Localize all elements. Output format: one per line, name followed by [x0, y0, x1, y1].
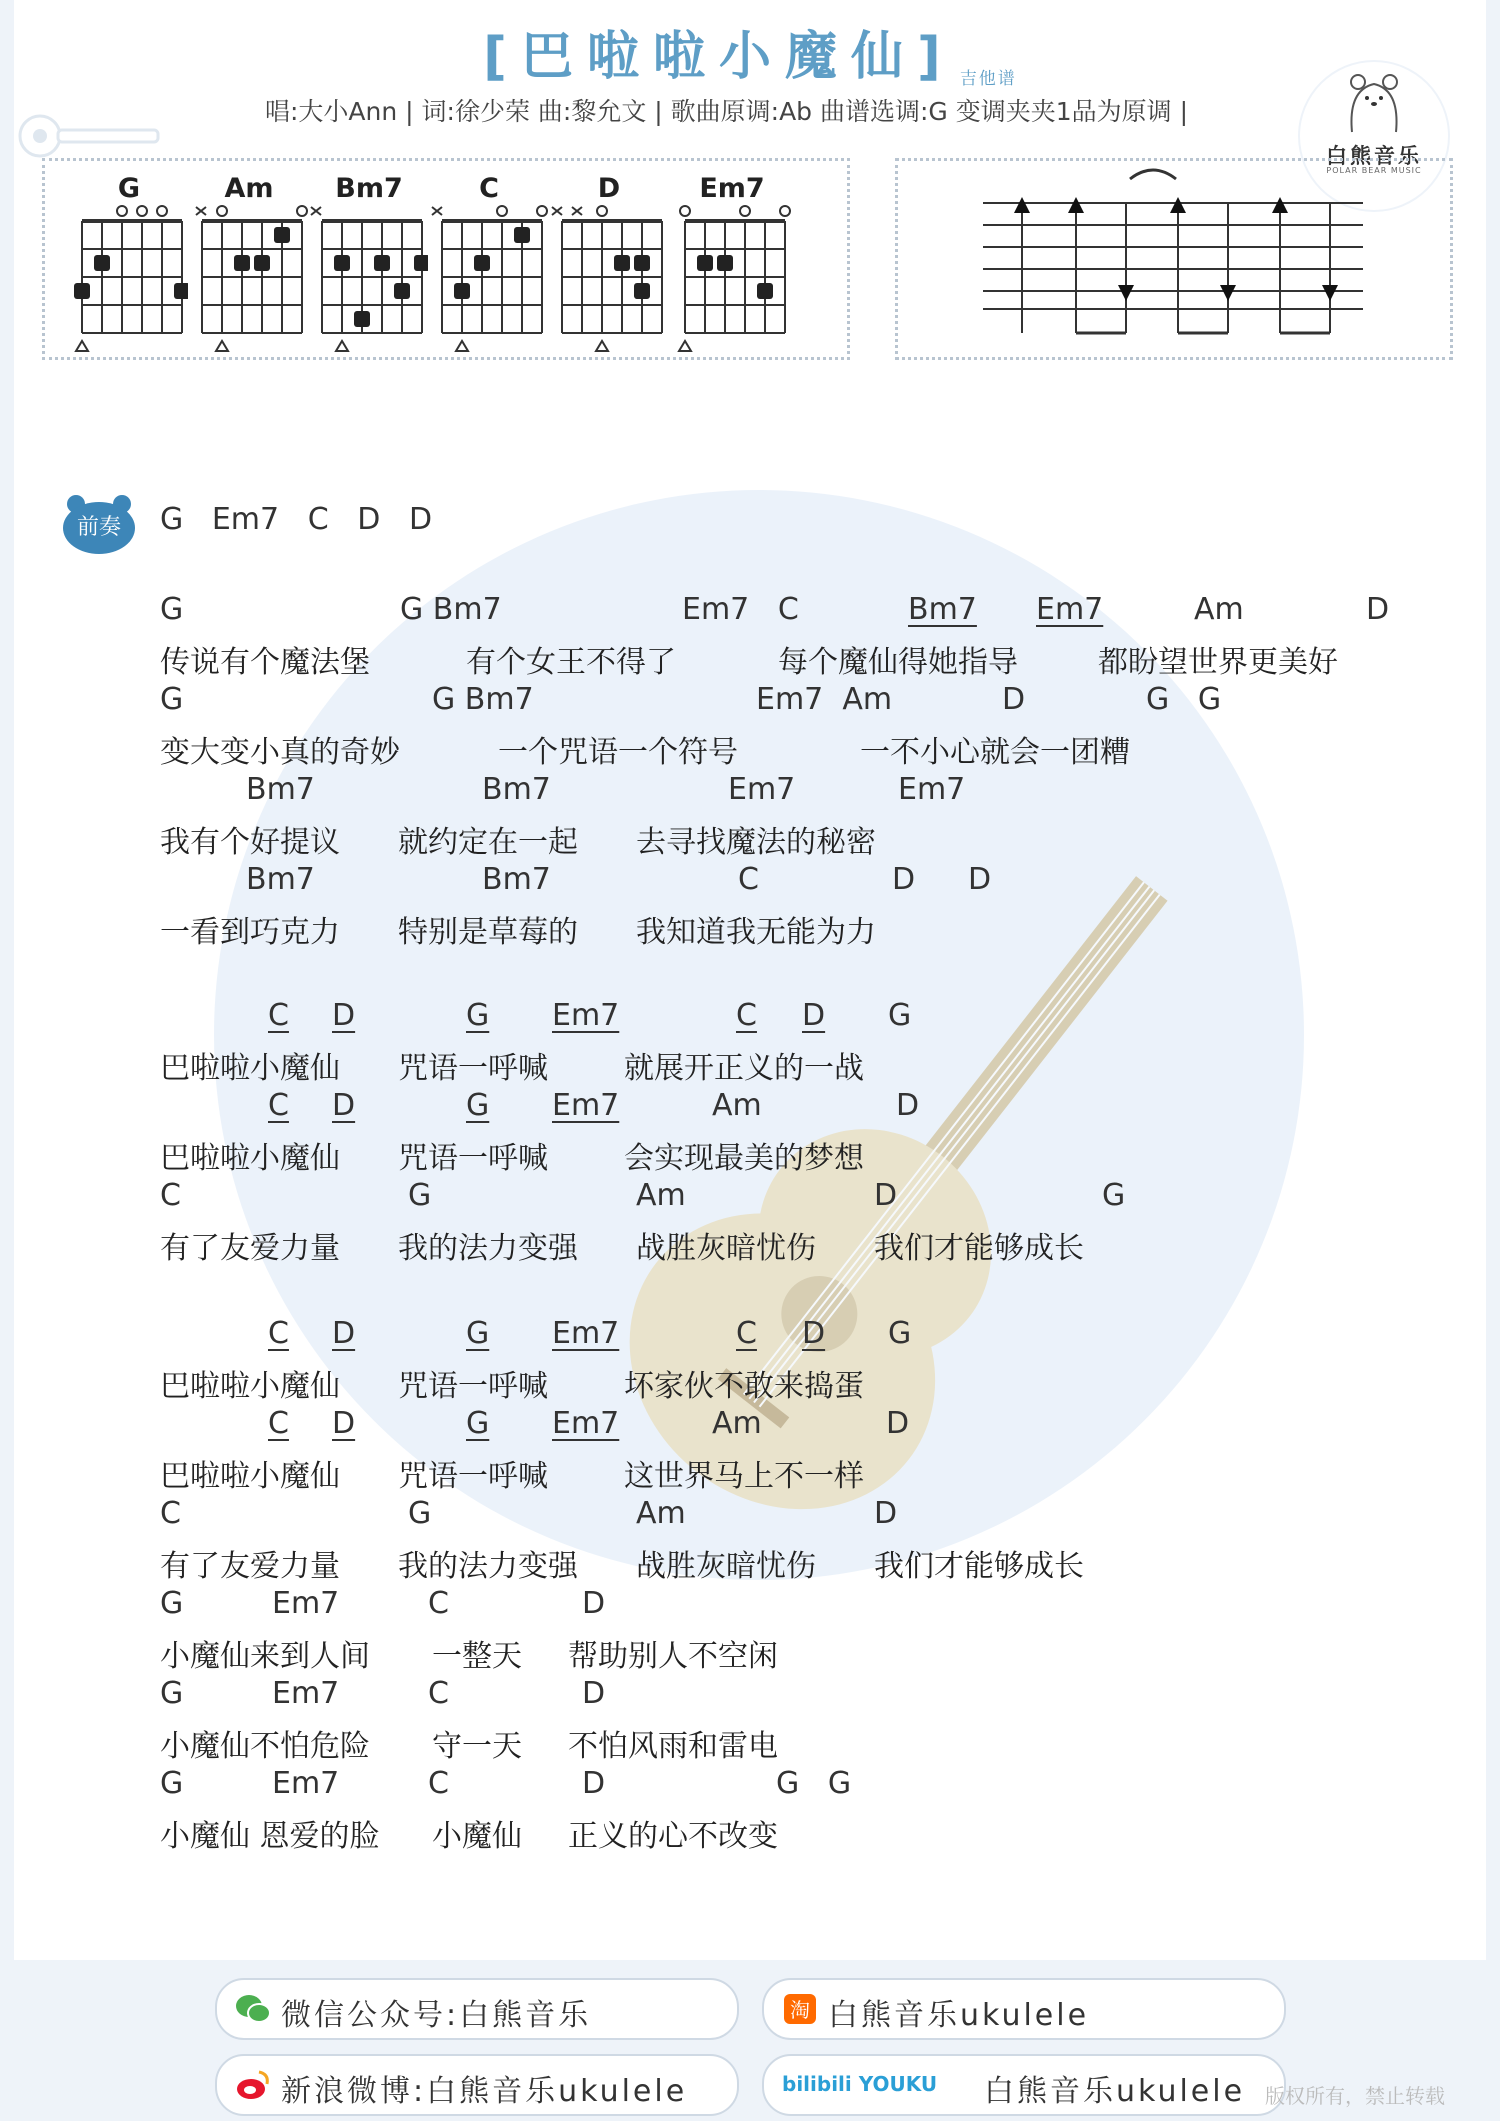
- lyric: 正义的心不改变: [568, 1819, 778, 1854]
- lyric: 咒语一呼喊: [398, 1051, 548, 1086]
- lyric: 特别是草莓的: [398, 915, 578, 950]
- chord: D: [582, 1586, 606, 1621]
- video-link[interactable]: [762, 2054, 1286, 2116]
- strum-pattern-panel: [895, 158, 1453, 360]
- lyric: 有个女王不得了: [466, 645, 676, 680]
- chord: Bm7: [482, 862, 551, 897]
- chord: G: [888, 998, 912, 1033]
- chord-name: Am: [224, 173, 274, 204]
- ukulele-icon: [10, 110, 160, 160]
- chord: D: [332, 1406, 356, 1441]
- chord-diagram-d: [550, 173, 668, 353]
- song-title: [巴啦啦小魔仙]: [483, 27, 955, 87]
- lyric: 帮助别人不空闲: [568, 1639, 778, 1674]
- chord: Em7 Am: [756, 682, 893, 717]
- weibo-link[interactable]: [215, 2054, 739, 2116]
- chord: Am: [1194, 592, 1244, 627]
- weibo-icon: [235, 2068, 271, 2102]
- chord: Bm7: [246, 862, 315, 897]
- lyric: 巴啦啦小魔仙: [160, 1141, 340, 1176]
- lyric: 传说有个魔法堡: [160, 645, 370, 680]
- lyric: 巴啦啦小魔仙: [160, 1369, 340, 1404]
- lyric: 小魔仙: [432, 1819, 522, 1854]
- lyric: 巴啦啦小魔仙: [160, 1051, 340, 1086]
- chord: Em7: [272, 1586, 340, 1621]
- lyric: 坏家伙不敢来捣蛋: [624, 1369, 864, 1404]
- chord: C: [428, 1586, 449, 1621]
- chord: C: [160, 1496, 181, 1531]
- wechat-label: 微信公众号:白熊音乐: [281, 1998, 592, 2033]
- lyric: 我们才能够成长: [874, 1549, 1084, 1584]
- lyric: 不怕风雨和雷电: [568, 1729, 778, 1764]
- lyric: 一不小心就会一团糟: [860, 735, 1130, 770]
- chord-diagram-g: [70, 173, 188, 353]
- chord: Em7: [552, 1406, 620, 1441]
- lyric: 一看到巧克力: [160, 915, 340, 950]
- chord-diagram-am: [190, 173, 308, 353]
- chord: G: [466, 1088, 490, 1123]
- chord: G: [408, 1496, 432, 1531]
- lyric: 就展开正义的一战: [624, 1051, 864, 1086]
- chord-diagram-bm7: [310, 173, 428, 353]
- fretboard-d-icon: [550, 203, 668, 353]
- chord: C: [428, 1766, 449, 1801]
- chord: D: [874, 1178, 898, 1213]
- chord: Am: [712, 1088, 762, 1123]
- video-brand-icon: bilibili YOUKU: [782, 2072, 938, 2096]
- title-suffix: 吉他谱: [959, 69, 1017, 89]
- chord: D: [896, 1088, 920, 1123]
- lyric: 就约定在一起: [398, 825, 578, 860]
- chord: G: [466, 1406, 490, 1441]
- chord: C: [160, 1178, 181, 1213]
- polar-bear-icon: [1344, 70, 1404, 136]
- lyric: 有了友爱力量: [160, 1549, 340, 1584]
- chord: Am: [636, 1496, 686, 1531]
- chord: Em7: [728, 772, 796, 807]
- chord: G: [466, 1316, 490, 1351]
- chord: G Bm7: [432, 682, 534, 717]
- chord-name: C: [479, 173, 499, 204]
- chord: C: [736, 998, 757, 1033]
- lyric: 会实现最美的梦想: [624, 1141, 864, 1176]
- chord: G: [1102, 1178, 1126, 1213]
- chord: Em7: [552, 998, 620, 1033]
- lyric: 都盼望世界更美好: [1098, 645, 1338, 680]
- lyric: 咒语一呼喊: [398, 1141, 548, 1176]
- lyric: 我的法力变强: [398, 1231, 578, 1266]
- chord-name: Em7: [699, 173, 765, 204]
- chord: C: [268, 1406, 289, 1441]
- lyric: 变大变小真的奇妙: [160, 735, 400, 770]
- chord: Em7: [1036, 592, 1104, 627]
- lyric: 一整天: [432, 1639, 522, 1674]
- logo-subtitle: POLAR BEAR MUSIC: [1326, 166, 1422, 175]
- chord: C: [268, 1088, 289, 1123]
- strum-pattern-icon: [898, 161, 1450, 357]
- lyric: 有了友爱力量: [160, 1231, 340, 1266]
- wechat-link[interactable]: [215, 1978, 739, 2040]
- chord: D: [1002, 682, 1026, 717]
- taobao-icon: [782, 1992, 818, 2026]
- chord: G: [408, 1178, 432, 1213]
- chord: G: [160, 1586, 184, 1621]
- chord: Em7: [898, 772, 966, 807]
- lyric: 每个魔仙得她指导: [778, 645, 1018, 680]
- fretboard-em7-icon: [673, 203, 791, 353]
- fretboard-c-icon: [430, 203, 548, 353]
- chord: Em7: [552, 1088, 620, 1123]
- chord: D: [332, 1316, 356, 1351]
- chord: G: [160, 682, 184, 717]
- fretboard-bm7-icon: [310, 203, 428, 353]
- wechat-icon: [235, 1992, 271, 2026]
- chord: D: [332, 998, 356, 1033]
- chord: D: [892, 862, 916, 897]
- chord: Em7: [272, 1766, 340, 1801]
- weibo-label: 新浪微博:白熊音乐ukulele: [281, 2074, 688, 2109]
- lyric: 战胜灰暗忧伤: [636, 1549, 816, 1584]
- lyric: 我们才能够成长: [874, 1231, 1084, 1266]
- chord: G G: [1146, 682, 1222, 717]
- chord: D: [874, 1496, 898, 1531]
- chord: Em7: [272, 1676, 340, 1711]
- chord: Em7 C: [682, 592, 799, 627]
- chord: Bm7: [482, 772, 551, 807]
- lyric: 咒语一呼喊: [398, 1369, 548, 1404]
- lyric: 我有个好提议: [160, 825, 340, 860]
- chord: Em7: [552, 1316, 620, 1351]
- chord-diagram-em7: [673, 173, 791, 353]
- chord: Bm7: [246, 772, 315, 807]
- chord: D: [802, 1316, 826, 1351]
- chord: G: [160, 1676, 184, 1711]
- lyric: 去寻找魔法的秘密: [636, 825, 876, 860]
- chord: C: [268, 1316, 289, 1351]
- chord: G: [160, 1766, 184, 1801]
- chord: C: [268, 998, 289, 1033]
- taobao-link[interactable]: [762, 1978, 1286, 2040]
- chord-name: G: [117, 173, 141, 204]
- chord: D: [582, 1676, 606, 1711]
- chord: G Bm7: [400, 592, 502, 627]
- fretboard-g-icon: [70, 203, 188, 353]
- chord: C: [738, 862, 759, 897]
- chord: D: [968, 862, 992, 897]
- chord: D: [886, 1406, 910, 1441]
- lyric: 小魔仙 恩爱的脸: [160, 1819, 380, 1854]
- logo-name: 白熊音乐: [1326, 144, 1422, 168]
- intro-chord-line: G Em7 C D D: [160, 502, 433, 537]
- chord: C: [428, 1676, 449, 1711]
- copyright-notice: 版权所有，禁止转载: [1265, 2084, 1445, 2108]
- svg-text:淘: 淘: [790, 1998, 810, 2022]
- chord-diagram-c: [430, 173, 548, 353]
- fretboard-am-icon: [190, 203, 308, 353]
- chord: C: [736, 1316, 757, 1351]
- video-label: 白熊音乐ukulele: [984, 2074, 1246, 2109]
- lyric: 咒语一呼喊: [398, 1459, 548, 1494]
- lyric: 小魔仙不怕危险: [160, 1729, 370, 1764]
- song-credits: 唱:大小Ann | 词:徐少荣 曲:黎允文 | 歌曲原调:Ab 曲谱选调:G 变调夹夹1品为原调 |: [265, 97, 1189, 126]
- lyric: 小魔仙来到人间: [160, 1639, 370, 1674]
- lyric: 这世界马上不一样: [624, 1459, 864, 1494]
- lyric: 我知道我无能为力: [636, 915, 876, 950]
- chord: G G: [776, 1766, 852, 1801]
- chord: G: [466, 998, 490, 1033]
- title-bar: [0, 14, 1500, 89]
- intro-label: 前奏: [76, 515, 121, 540]
- chord: D: [1366, 592, 1390, 627]
- chord: Bm7: [908, 592, 977, 627]
- chord: G: [160, 592, 184, 627]
- chord: D: [802, 998, 826, 1033]
- chord-name: D: [597, 173, 621, 204]
- chord: Am: [636, 1178, 686, 1213]
- lyric: 巴啦啦小魔仙: [160, 1459, 340, 1494]
- chord: D: [332, 1088, 356, 1123]
- chord-chart-panel: [42, 158, 850, 360]
- lyric: 一个咒语一个符号: [498, 735, 738, 770]
- chord: G: [888, 1316, 912, 1351]
- lyric: 我的法力变强: [398, 1549, 578, 1584]
- chord-name: Bm7: [335, 173, 403, 204]
- chord: D: [582, 1766, 606, 1801]
- lyric: 守一天: [432, 1729, 522, 1764]
- taobao-label: 白熊音乐ukulele: [828, 1998, 1090, 2033]
- lyric: 战胜灰暗忧伤: [636, 1231, 816, 1266]
- chord: Am: [712, 1406, 762, 1441]
